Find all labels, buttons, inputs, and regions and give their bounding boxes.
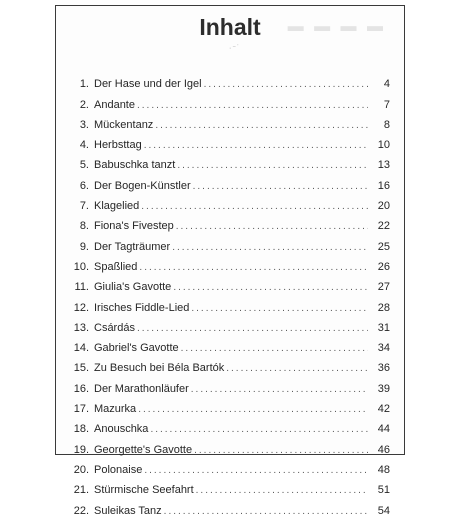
toc-entry [56, 151, 404, 171]
toc-entry-page: 42 [377, 403, 390, 416]
toc-entry-title: Der Hase und der Igel [94, 78, 202, 91]
toc-entry [56, 90, 404, 110]
toc-entry [56, 232, 404, 252]
dot-leader [135, 100, 368, 111]
toc-entry-number: 3. [79, 118, 89, 131]
toc-entry-page: 10 [377, 139, 390, 152]
toc-entry-number: 18. [73, 423, 89, 436]
toc-entry-number: 11. [74, 281, 89, 294]
toc-entry-number: 15. [73, 362, 89, 375]
toc-entry-title: Der Bogen-Künstler [94, 179, 191, 192]
dot-leader [192, 445, 368, 456]
toc-entry-page: 27 [377, 281, 390, 294]
dot-leader [171, 282, 368, 293]
dot-leader [142, 465, 368, 476]
toc-entry [56, 435, 404, 455]
toc-entry [56, 456, 404, 476]
toc-entry-number: 17. [73, 403, 89, 416]
toc-entry-number: 12. [73, 301, 89, 314]
toc-entry [56, 253, 404, 273]
toc-entry [56, 374, 404, 394]
toc-entry-page: 31 [377, 321, 390, 334]
toc-entry [56, 334, 404, 354]
toc-entry-number: 9. [79, 240, 89, 253]
toc-entry-page: 34 [377, 342, 390, 355]
toc-entry-page: 28 [377, 301, 390, 314]
dot-leader [135, 323, 368, 334]
toc-entry-page: 13 [377, 159, 390, 172]
toc-entry-title: Anouschka [94, 423, 149, 436]
dot-leader [191, 181, 368, 192]
toc-entry-page: 4 [383, 78, 390, 91]
toc-entry [56, 273, 404, 293]
toc-entry-number: 6. [79, 179, 89, 192]
toc-entry-title: Babuschka tanzt [94, 159, 176, 172]
toc-entry [56, 171, 404, 191]
dot-leader [162, 506, 368, 517]
toc-entry-number: 20. [73, 463, 89, 476]
toc-entry-page: 22 [377, 220, 390, 233]
toc-entry [56, 212, 404, 232]
toc-entry-title: Stürmische Seefahrt [94, 484, 194, 497]
dot-leader [136, 404, 368, 415]
dot-leader [179, 343, 368, 354]
toc-entry-number: 22. [73, 504, 89, 517]
toc-entry-number: 14. [73, 342, 89, 355]
dot-leader [194, 485, 368, 496]
toc-entry-number: 16. [73, 382, 89, 395]
toc-entry-page: 46 [377, 443, 390, 456]
toc-entry-page: 48 [377, 463, 390, 476]
dot-leader [189, 303, 368, 314]
toc-entry-number: 8. [79, 220, 89, 233]
table-of-contents [56, 70, 404, 517]
bleed-through-text: ▬ ▬ ▬ ▬ [287, 18, 386, 35]
dot-leader [139, 201, 368, 212]
toc-entry-number: 4. [79, 139, 89, 152]
dot-leader [202, 79, 368, 90]
toc-entry-title: Klagelied [94, 200, 140, 213]
dot-leader [142, 140, 368, 151]
toc-entry-page: 16 [377, 179, 390, 192]
toc-entry [56, 293, 404, 313]
toc-entry-title: Giulia's Gavotte [94, 281, 172, 294]
toc-entry [56, 314, 404, 334]
dot-leader [174, 221, 368, 232]
toc-entry-title: Andante [94, 98, 135, 111]
toc-entry-page: 7 [383, 98, 390, 111]
toc-entry-number: 1. [79, 78, 89, 91]
document-page [55, 5, 405, 517]
toc-entry-page: 36 [377, 362, 390, 375]
toc-entry-page: 26 [377, 260, 390, 273]
toc-entry-number: 5. [79, 159, 89, 172]
toc-entry-page: 20 [377, 200, 390, 213]
toc-entry [56, 192, 404, 212]
toc-entry [56, 131, 404, 151]
toc-entry-title: Mazurka [94, 403, 137, 416]
toc-entry-title: Spaßlied [94, 260, 138, 273]
toc-entry-title: Zu Besuch bei Béla Bartók [94, 362, 225, 375]
dot-leader [170, 242, 368, 253]
toc-entry [56, 70, 404, 90]
toc-entry-title: Csárdás [94, 321, 135, 334]
toc-entry-number: 19. [73, 443, 89, 456]
toc-entry-page: 25 [377, 240, 390, 253]
toc-entry [56, 496, 404, 516]
toc-entry-title: Georgette's Gavotte [94, 443, 193, 456]
toc-entry-number: 7. [79, 200, 89, 213]
toc-entry-title: Fiona's Fivestep [94, 220, 174, 233]
toc-entry [56, 354, 404, 374]
dot-leader [224, 363, 368, 374]
print-smudge: ·⁻˙ [229, 45, 241, 52]
dot-leader [148, 424, 368, 435]
toc-entry-page: 39 [377, 382, 390, 395]
toc-entry-number: 2. [79, 98, 89, 111]
toc-entry [56, 395, 404, 415]
toc-entry-number: 13. [73, 321, 89, 334]
dot-leader [153, 120, 368, 131]
toc-entry-number: 10. [73, 260, 89, 273]
toc-entry-title: Mückentanz [94, 118, 154, 131]
toc-entry-page: 51 [377, 484, 390, 497]
toc-entry-title: Herbsttag [94, 139, 142, 152]
dot-leader [175, 160, 368, 171]
toc-entry [56, 476, 404, 496]
dot-leader [137, 262, 368, 273]
toc-entry-page: 8 [383, 118, 390, 131]
toc-entry-title: Gabriel's Gavotte [94, 342, 179, 355]
toc-entry-title: Polonaise [94, 463, 143, 476]
toc-entry-title: Der Tagträumer [94, 240, 171, 253]
toc-entry-page: 44 [377, 423, 390, 436]
toc-entry-title: Der Marathonläufer [94, 382, 189, 395]
dot-leader [189, 384, 368, 395]
toc-entry-title: Suleikas Tanz [94, 504, 162, 517]
toc-entry [56, 111, 404, 131]
toc-entry [56, 415, 404, 435]
toc-entry-number: 21. [73, 484, 89, 497]
toc-entry-page: 54 [377, 504, 390, 517]
toc-entry-title: Irisches Fiddle-Lied [94, 301, 190, 314]
page-title: Inhalt [199, 14, 261, 40]
